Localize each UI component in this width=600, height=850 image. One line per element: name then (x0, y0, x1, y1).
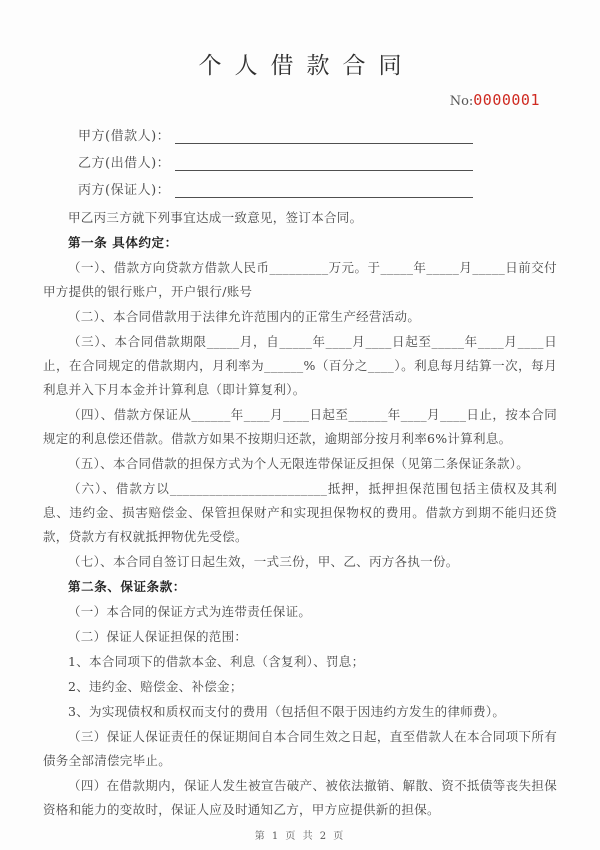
contract-body (43, 206, 557, 822)
section1-heading: 第一条 具体约定： (68, 235, 178, 250)
section1-clause-4: （四）、借款方保证从______年____月____日起至______年____月____日止，按本合同规定的利息偿还借款。借款方如果不按期归还款，逾期部分按月利率6%计算利息。 (43, 407, 557, 446)
section1-clause-3: （三）、本合同借款期限_____月，自_____年____月____日起至_____年____月____日止，在合同规定的借款期内，月利率为______%（百分之____）。利息每月结算一次，每月利息并入下月本金并计算利息（即计算复利）。 (43, 334, 557, 397)
party-row-b (78, 144, 473, 171)
party-c-label: 丙方(保证人)： (78, 183, 171, 198)
section1-clause-2: （二）、本合同借款用于法律允许范围内的正常生产经营活动。 (68, 309, 421, 324)
party-b-blank-line (175, 151, 473, 171)
party-a-blank-line (175, 124, 473, 144)
section2-item-1: 1、本合同项下的借款本金、利息（含复利）、罚息； (68, 654, 365, 669)
contract-number (43, 91, 557, 111)
section1-clause-1: （一）、借款方向贷款方借款人民币_________万元。于_____年_____月_____日前交付甲方提供的银行账户，开户银行/账号 (43, 260, 557, 299)
section2-clause-4: （四）在借款期内，保证人发生被宣告破产、被依法撤销、解散、资不抵债等丧失担保资格和能力的变故时，保证人应及时通知乙方，甲方应提供新的担保。 (43, 778, 557, 817)
party-c-blank-line (175, 178, 473, 198)
contract-number-value: 0000001 (473, 91, 540, 109)
party-row-a (78, 117, 473, 144)
section2-clause-1: （一）本合同的保证方式为连带责任保证。 (68, 604, 312, 619)
section2-heading: 第二条、保证条款： (68, 579, 186, 594)
section1-clause-7: （七）、本合同自签订日起生效，一式三份，甲、乙、丙方各执一份。 (68, 554, 459, 569)
section1-clause-6: （六）、借款方以________________________抵押，抵押担保范围包括主债权及其利息、违约金、损害赔偿金、保管担保财产和实现担保物权的费用。借款方到期不能归还贷款，贷款方有权就抵押物优先受偿。 (43, 481, 557, 544)
contract-number-label: No: (449, 94, 474, 109)
party-a-label: 甲方(借款人)： (78, 129, 171, 144)
section2-item-3: 3、为实现债权和质权而支付的费用（包括但不限于因违约方发生的律师费）。 (68, 704, 506, 719)
section1-clause-5: （五）、本合同借款的担保方式为个人无限连带保证反担保（见第二条保证条款）。 (68, 456, 530, 471)
parties-block (78, 117, 473, 198)
party-row-c (78, 171, 473, 198)
section2-clause-3: （三）保证人保证责任的保证期间自本合同生效之日起，直至借款人在本合同项下所有债务全部清偿完毕止。 (43, 729, 557, 768)
intro-paragraph: 甲乙丙三方就下列事宜达成一致意见，签订本合同。 (68, 210, 363, 225)
section2-clause-2: （二）保证人保证担保的范围： (68, 629, 248, 644)
contract-title: 个人借款合同 (198, 53, 415, 79)
page-number: 第 1 页 共 2 页 (254, 831, 346, 842)
section2-item-2: 2、违约金、赔偿金、补偿金； (68, 679, 243, 694)
party-b-label: 乙方(出借人)： (78, 156, 171, 171)
